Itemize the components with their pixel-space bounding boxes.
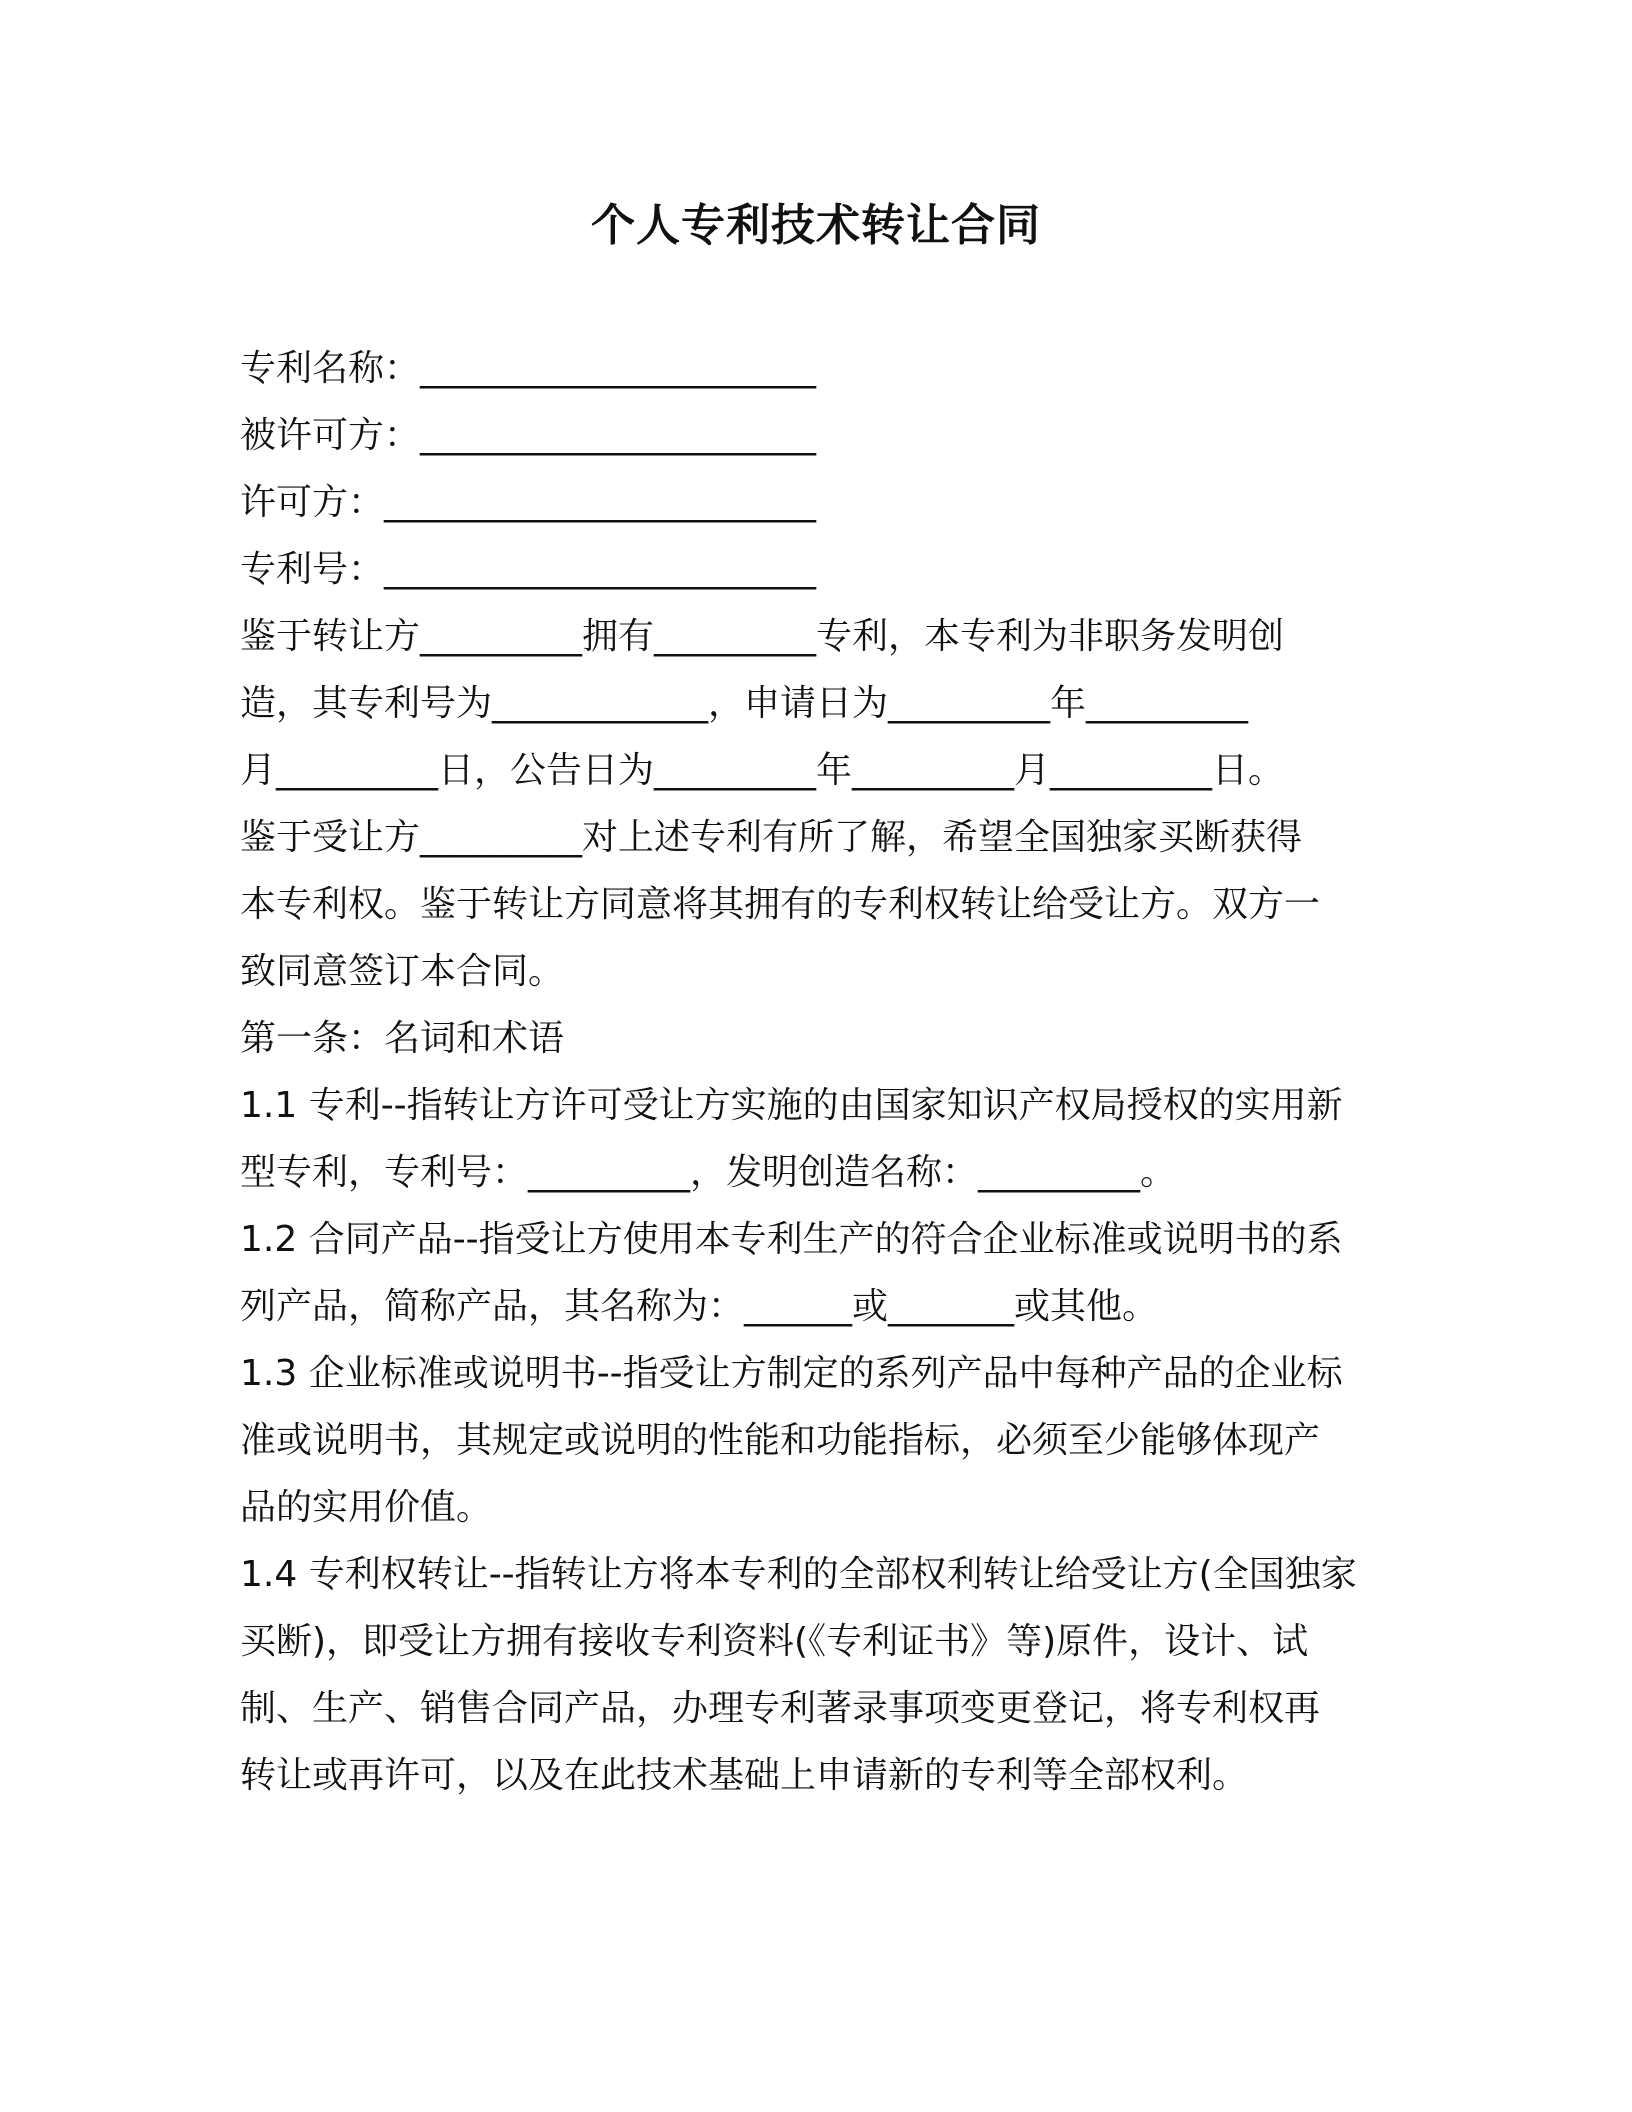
article-heading: 第一条：名词和术语 (240, 1018, 565, 1059)
preamble-line: 鉴于受让方_________对上述专利有所了解，希望全国独家买断获得 (240, 817, 1303, 858)
patent-name-field: 专利名称：______________________ (240, 348, 817, 389)
clause-line: 准或说明书，其规定或说明的性能和功能指标，必须至少能够体现产 (240, 1420, 1321, 1461)
clause-line: 品的实用价值。 (240, 1487, 493, 1528)
preamble-line: 本专利权。鉴于转让方同意将其拥有的专利权转让给受让方。双方一 (240, 884, 1321, 925)
licensee-field: 被许可方：______________________ (240, 415, 817, 456)
preamble-line: 造，其专利号为____________，申请日为_________年_________ (240, 683, 1249, 724)
clause-line: 型专利，专利号：_________，发明创造名称：_________。 (240, 1152, 1177, 1193)
clause-line: 1.2 合同产品--指受让方使用本专利生产的符合企业标准或说明书的系 (240, 1219, 1343, 1260)
licensor-field: 许可方：________________________ (240, 482, 817, 523)
preamble-line: 致同意签订本合同。 (240, 951, 565, 992)
document-body (240, 335, 1390, 1809)
clause-line: 1.4 专利权转让--指转让方将本专利的全部权利转让给受让方(全国独家 (240, 1554, 1357, 1595)
clause-line: 买断)，即受让方拥有接收专利资料(《专利证书》等)原件，设计、试 (240, 1621, 1309, 1662)
clause-line: 制、生产、销售合同产品，办理专利著录事项变更登记，将专利权再 (240, 1688, 1321, 1729)
preamble-line: 月_________日，公告日为_________年_________月_________日。 (240, 750, 1285, 791)
clause-line: 1.3 企业标准或说明书--指受让方制定的系列产品中每种产品的企业标 (240, 1353, 1343, 1394)
clause-line: 转让或再许可，以及在此技术基础上申请新的专利等全部权利。 (240, 1755, 1249, 1796)
clause-line: 1.1 专利--指转让方许可受让方实施的由国家知识产权局授权的实用新 (240, 1085, 1343, 1126)
document-title: 个人专利技术转让合同 (591, 200, 1041, 251)
clause-line: 列产品，简称产品，其名称为：______或_______或其他。 (240, 1286, 1159, 1327)
preamble-line: 鉴于转让方_________拥有_________专利，本专利为非职务发明创 (240, 616, 1285, 657)
patent-number-field: 专利号：________________________ (240, 549, 817, 590)
